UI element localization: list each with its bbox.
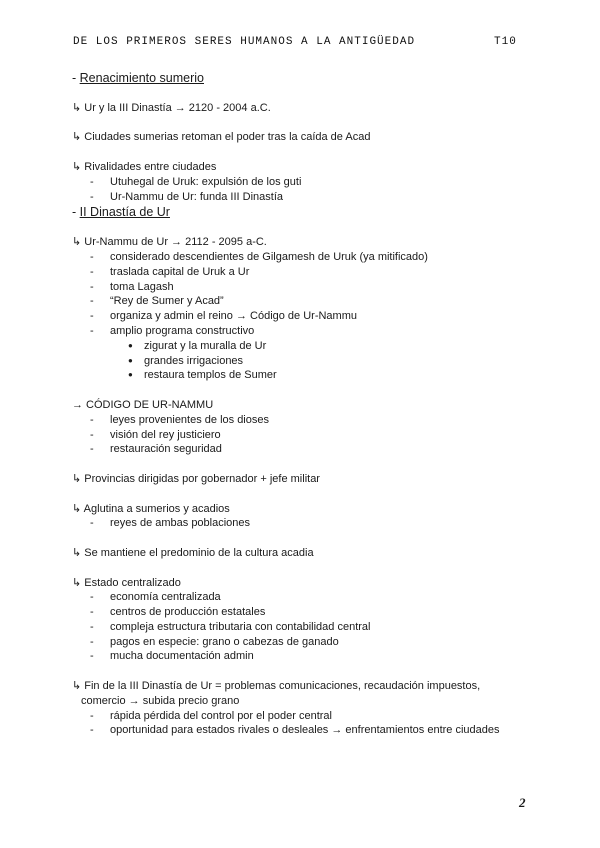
dash-list-item [72, 709, 542, 724]
list-item-text: rápida pérdida del control por el poder central [110, 709, 332, 722]
dash-marker: - [90, 591, 94, 604]
blank-line [72, 457, 542, 472]
blank-line [72, 531, 542, 546]
running-header-title: DE LOS PRIMEROS SERES HUMANOS A LA ANTIGÜEDAD [73, 36, 416, 48]
dash-list-item [72, 620, 542, 635]
blank-line [72, 487, 542, 502]
arrow-point: ↳ Ur y la III Dinastía → 2120 - 2004 a.C. [72, 101, 271, 114]
dash-marker: - [90, 606, 94, 619]
dash-list-item [72, 428, 542, 443]
running-header-code: T10 [494, 36, 517, 48]
dash-list-item [72, 723, 542, 738]
dash-list-item [72, 324, 542, 339]
dash-marker: - [90, 324, 94, 337]
bullet-list-item [72, 339, 542, 354]
dash-marker: - [90, 250, 94, 263]
list-item-text: toma Lagash [110, 280, 174, 293]
list-item-text: visión del rey justiciero [110, 428, 221, 441]
arrow-point: ↳ Ciudades sumerias retoman el poder tras la caída de Acad [72, 131, 371, 144]
section-heading [72, 70, 542, 86]
dash-marker: - [90, 428, 94, 441]
dash-marker: - [90, 413, 94, 426]
dash-list-item [72, 605, 542, 620]
list-item-text: Ur-Nammu de Ur: funda III Dinastía [110, 190, 284, 203]
section-title: II Dinastía de Ur [79, 205, 170, 220]
dash-list-item [72, 442, 542, 457]
arrow-point: → CÓDIGO DE UR-NAMMU [72, 398, 214, 411]
dash-list-item [72, 294, 542, 309]
bullet-icon: ● [128, 370, 133, 380]
blank-line [72, 145, 542, 160]
arrow-point: ↳ Se mantiene el predominio de la cultura acadia [72, 546, 314, 559]
dash-marker: - [90, 295, 94, 308]
bullet-list-item [72, 368, 542, 383]
list-item-text: economía centralizada [110, 591, 221, 604]
arrow-point: ↳ Estado centralizado [72, 576, 181, 589]
list-item-text: zigurat y la muralla de Ur [144, 339, 267, 352]
list-item-text: compleja estructura tributaria con contabilidad central [110, 620, 371, 633]
bullet-icon: ● [128, 355, 133, 365]
blank-line [72, 561, 542, 576]
list-item-text: centros de producción estatales [110, 606, 266, 619]
bullet-list-item [72, 354, 542, 369]
list-item-text: restaura templos de Sumer [144, 369, 277, 382]
dash-marker: - [90, 517, 94, 530]
arrow-point: ↳ Aglutina a sumerios y acadios [72, 502, 230, 515]
list-item-text: “Rey de Sumer y Acad” [110, 295, 224, 308]
dash-list-item [72, 413, 542, 428]
list-item-text: leyes provenientes de los dioses [110, 413, 269, 426]
page-number: 2 [519, 795, 526, 810]
list-item-text: amplio programa constructivo [110, 324, 255, 337]
dash-list-item [72, 635, 542, 650]
dash-list-item [72, 649, 542, 664]
dash-list-item [72, 265, 542, 280]
arrow-point: ↳ Rivalidades entre ciudades [72, 160, 217, 173]
dash-list-item [72, 250, 542, 265]
blank-line [72, 86, 542, 101]
dash-marker: - [90, 265, 94, 278]
dash-marker: - [90, 280, 94, 293]
dash-marker: - [90, 650, 94, 663]
list-item-text: pagos en especie: grano o cabezas de ganado [110, 635, 339, 648]
section-heading [72, 204, 542, 220]
dash-marker: - [90, 620, 94, 633]
document-body [72, 70, 542, 738]
section-prefix: - [72, 205, 80, 220]
dash-marker: - [90, 310, 94, 323]
dash-marker: - [90, 724, 94, 737]
list-item-text: organiza y admin el reino → Código de Ur-Nammu [110, 310, 357, 323]
arrow-point: ↳ Provincias dirigidas por gobernador + jefe militar [72, 472, 320, 485]
list-item-text: restauración seguridad [110, 443, 222, 456]
dash-list-item [72, 516, 542, 531]
dash-list-item [72, 309, 542, 324]
list-item-text: reyes de ambas poblaciones [110, 517, 251, 530]
section-title: Renacimiento sumerio [79, 71, 204, 85]
list-item-text: considerado descendientes de Gilgamesh de Uruk (ya mitificado) [110, 250, 428, 263]
blank-line [72, 220, 542, 235]
blank-line [72, 383, 542, 398]
blank-line [72, 116, 542, 131]
list-item-text: grandes irrigaciones [144, 354, 244, 367]
dash-marker: - [90, 190, 94, 203]
blank-line [72, 664, 542, 679]
dash-marker: - [90, 443, 94, 456]
list-item-text: oportunidad para estados rivales o desleales → enfrentamientos entre ciudades [110, 724, 500, 737]
list-item-text: Utuhegal de Uruk: expulsión de los guti [110, 175, 302, 188]
dash-list-item [72, 175, 542, 190]
bullet-icon: ● [128, 340, 133, 350]
dash-list-item [72, 190, 542, 205]
dash-marker: - [90, 709, 94, 722]
dash-list-item [72, 590, 542, 605]
list-item-text: mucha documentación admin [110, 650, 254, 663]
section-prefix: - [72, 71, 80, 85]
continuation-line: comercio → subida precio grano [81, 694, 240, 707]
dash-marker: - [90, 175, 94, 188]
arrow-point: ↳ Fin de la III Dinastía de Ur = problemas comunicaciones, recaudación impuestos, [72, 680, 481, 693]
arrow-point: ↳ Ur-Nammu de Ur → 2112 - 2095 a-C. [72, 236, 267, 249]
list-item-text: traslada capital de Uruk a Ur [110, 265, 250, 278]
dash-list-item [72, 280, 542, 295]
dash-marker: - [90, 635, 94, 648]
